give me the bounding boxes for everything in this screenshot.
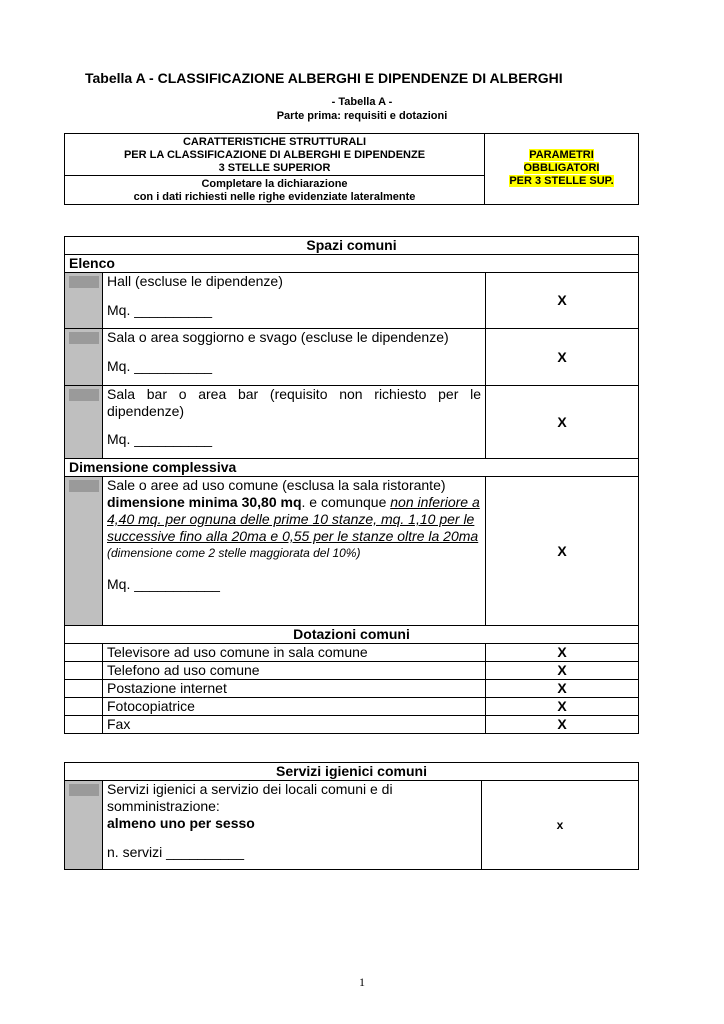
- header-line5: con i dati richiesti nelle righe evidenziate lateralmente: [133, 191, 416, 203]
- dim-text: Sale o aree ad uso comune (esclusa la sala ristorante): [107, 477, 446, 493]
- header-line4: Completare la dichiarazione: [201, 178, 348, 190]
- servizi-text: Servizi igienici a servizio dei locali comuni e di somministrazione:: [107, 781, 393, 814]
- dim-note: (dimensione come 2 stelle maggiorata del 10%): [107, 546, 361, 560]
- required-mark: x: [482, 781, 639, 870]
- item-text: Sala o area soggiorno e svago (escluse le dipendenze): [107, 329, 449, 345]
- servizi-count-field[interactable]: n. servizi __________: [107, 844, 244, 860]
- item-cell: [103, 273, 486, 329]
- required-mark: X: [486, 477, 639, 626]
- input-marker: [65, 781, 103, 870]
- subtitle-tabella: - Tabella A -: [331, 96, 393, 108]
- input-marker: [65, 273, 103, 329]
- header-line3: 3 STELLE SUPERIOR: [218, 162, 331, 174]
- mq-field[interactable]: Mq. ___________: [107, 576, 220, 592]
- item-text: Sala bar o area bar (requisito non richiesto per le dipendenze): [107, 386, 481, 419]
- servizi-requirement: almeno uno per sesso: [107, 815, 255, 831]
- dotazione-text: Postazione internet: [103, 680, 486, 698]
- table-row: [65, 329, 639, 386]
- subtitle-parte: Parte prima: requisiti e dotazioni: [276, 110, 448, 122]
- table-row: [65, 662, 639, 680]
- dotazione-text: Fax: [103, 716, 486, 734]
- required-mark: X: [486, 644, 639, 662]
- param-line2: OBBLIGATORI: [523, 162, 600, 174]
- header-table: [64, 133, 639, 205]
- param-line3: PER 3 STELLE SUP.: [509, 175, 614, 187]
- document-title: Tabella A - CLASSIFICAZIONE ALBERGHI E DIPENDENZE DI ALBERGHI: [85, 70, 563, 86]
- table-row: [65, 680, 639, 698]
- required-mark: X: [486, 273, 639, 329]
- mq-field[interactable]: Mq. __________: [107, 302, 213, 318]
- section-servizi-igienici: Servizi igienici comuni: [65, 763, 639, 781]
- row-marker: [65, 644, 103, 662]
- dotazione-text: Telefono ad uso comune: [103, 662, 486, 680]
- input-marker: [65, 477, 103, 626]
- required-mark: X: [486, 716, 639, 734]
- header-line2: PER LA CLASSIFICAZIONE DI ALBERGHI E DIPENDENZE: [123, 149, 426, 161]
- row-marker: [65, 698, 103, 716]
- row-marker: [65, 680, 103, 698]
- mq-field[interactable]: Mq. __________: [107, 358, 213, 374]
- header-parameters: [485, 134, 639, 205]
- table-row: [65, 781, 639, 870]
- header-instructions: [65, 176, 485, 205]
- required-mark: X: [486, 698, 639, 716]
- section-spazi-comuni: Spazi comuni: [65, 237, 639, 255]
- dim-connector: . e comunque: [301, 494, 391, 510]
- dim-underline: non inferiore a 4,40 mq. per ognuna delle prime 10 stanze, mq. 1,10 per le successive fino alla 20ma e 0,55 per le stanze oltre la 20ma: [107, 494, 480, 544]
- dotazione-text: Fotocopiatrice: [103, 698, 486, 716]
- dim-bold: dimensione minima 30,80 mq: [107, 494, 302, 510]
- row-marker: [65, 716, 103, 734]
- item-cell: [103, 386, 486, 459]
- table-row: [65, 644, 639, 662]
- table-row: [65, 698, 639, 716]
- item-cell: [103, 781, 482, 870]
- param-line1: PARAMETRI: [529, 149, 594, 161]
- spazi-comuni-table: [64, 236, 639, 734]
- table-row: [65, 273, 639, 329]
- required-mark: X: [486, 329, 639, 386]
- required-mark: X: [486, 386, 639, 459]
- table-row: [65, 477, 639, 626]
- table-row: [65, 386, 639, 459]
- table-row: [65, 716, 639, 734]
- header-characteristics: [65, 134, 485, 176]
- input-marker: [65, 329, 103, 386]
- servizi-igienici-table: [64, 762, 639, 870]
- input-marker: [65, 386, 103, 459]
- item-text: Hall (escluse le dipendenze): [107, 273, 283, 289]
- row-marker: [65, 662, 103, 680]
- item-cell: [103, 329, 486, 386]
- item-cell: [103, 477, 486, 626]
- mq-field[interactable]: Mq. __________: [107, 431, 213, 447]
- label-elenco: Elenco: [65, 255, 639, 273]
- section-dotazioni-comuni: Dotazioni comuni: [65, 626, 639, 644]
- required-mark: X: [486, 680, 639, 698]
- required-mark: X: [486, 662, 639, 680]
- page-number: 1: [359, 975, 365, 989]
- header-line1: CARATTERISTICHE STRUTTURALI: [182, 136, 367, 148]
- dim-requirement: [107, 494, 481, 545]
- dotazione-text: Televisore ad uso comune in sala comune: [103, 644, 486, 662]
- label-dimensione-complessiva: Dimensione complessiva: [65, 459, 639, 477]
